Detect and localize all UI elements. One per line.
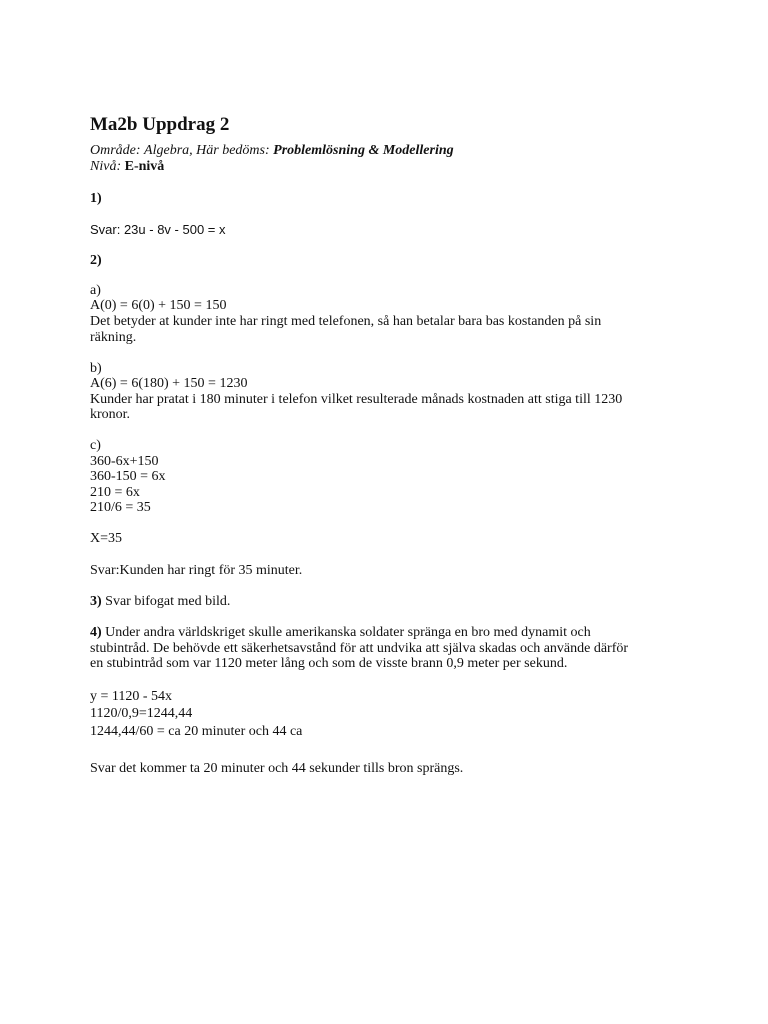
q2-b-equation: A(6) = 6(180) + 150 = 1230 [90, 376, 248, 391]
q1-answer: Svar: 23u - 8v - 500 = x [90, 222, 226, 237]
q3-line [90, 594, 230, 610]
q2-a-text-1: Det betyder at kunder inte har ringt med telefonen, så han betalar bara bas kostanden på sin [90, 314, 602, 329]
q2-c-label: c) [90, 438, 101, 453]
q2-a-equation: A(0) = 6(0) + 150 = 150 [90, 298, 227, 313]
assessed-value: Problemlösning & Modellering [273, 143, 454, 158]
q4-heading: 4) [90, 625, 102, 640]
level-line [90, 159, 164, 175]
q4-line-1 [90, 625, 591, 641]
q2-c-line: 210/6 = 35 [90, 500, 151, 515]
area-label: Område: [90, 143, 141, 158]
q2-a-label: a) [90, 283, 101, 298]
q4-text-1: Under andra världskriget skulle amerikanska soldater spränga en bro med dynamit och [105, 625, 591, 640]
q1-heading: 1) [90, 191, 102, 206]
q4-calc-line: 1244,44/60 = ca 20 minuter och 44 ca [90, 724, 303, 739]
q2-heading: 2) [90, 253, 102, 268]
q3-heading: 3) [90, 594, 102, 609]
level-label: Nivå: [90, 159, 122, 174]
q2-b-text-2: kronor. [90, 407, 131, 422]
q2-b-label: b) [90, 361, 102, 376]
q2-c-line: 360-150 = 6x [90, 469, 166, 484]
q4-calc-line: 1120/0,9=1244,44 [90, 706, 193, 721]
q4-answer: Svar det kommer ta 20 minuter och 44 sekunder tills bron sprängs. [90, 761, 464, 776]
q2-b-text-1: Kunder har pratat i 180 minuter i telefon vilket resulterade månads kostnaden att stiga till 1230 [90, 392, 623, 407]
area-value: Algebra, [144, 143, 193, 158]
q2-c-line: 360-6x+150 [90, 454, 159, 469]
q2-answer: Svar:Kunden har ringt för 35 minuter. [90, 563, 303, 578]
assessed-label: Här bedöms [196, 143, 265, 158]
q4-calc-line: y = 1120 - 54x [90, 689, 173, 704]
area-line: Område: Algebra, Här bedöms: Problemlösning & Modellering [90, 143, 454, 158]
q2-c-line: 210 = 6x [90, 485, 140, 500]
q3-text: Svar bifogat med bild. [105, 594, 231, 609]
q4-text-3: en stubintråd som var 1120 meter lång och som de visste brann 0,9 meter per sekund. [90, 656, 568, 671]
q4-text-2: stubintråd. De behövde ett säkerhetsavstånd för att undvika att själva skadas och använde därför [90, 641, 629, 656]
q2-x-result: X=35 [90, 531, 123, 546]
level-value: E-nivå [124, 159, 165, 174]
q2-a-text-2: räkning. [90, 330, 137, 345]
page-title: Ma2b Uppdrag 2 [90, 114, 230, 135]
